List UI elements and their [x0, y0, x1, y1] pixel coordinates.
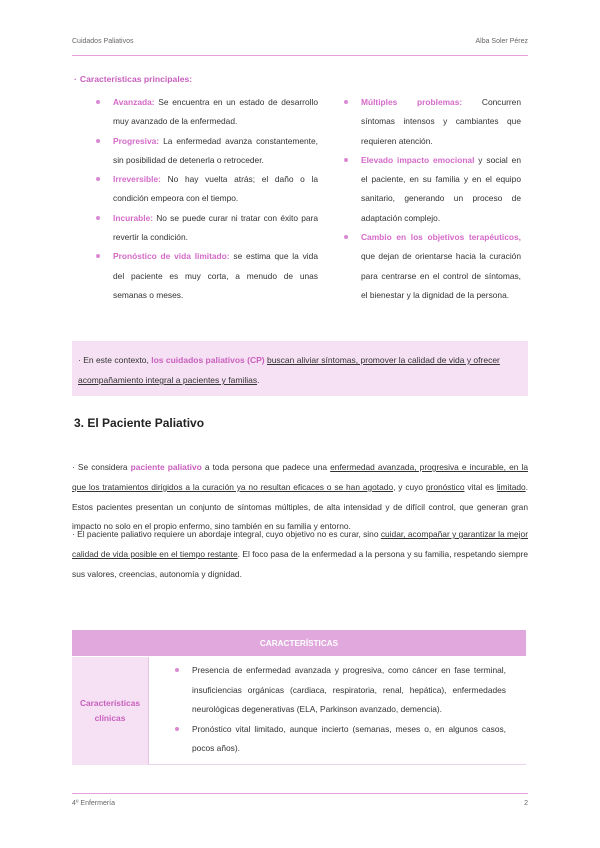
- text-run: a toda persona que padece una: [201, 462, 331, 472]
- text-run: . El foco pasa de la enfermedad a la persona y su familia, respetando siempre sus valores, creencias, autonomía y dignidad.: [72, 548, 528, 579]
- item-text: La enfermedad avanza constantemente, sin posibilidad de detenerla o retroceder.: [113, 135, 318, 165]
- table-header: CARACTERÍSTICAS: [72, 630, 526, 657]
- header-author: Alba Soler Pérez: [475, 38, 528, 45]
- bullet-icon: [96, 254, 100, 258]
- item-text: se estima que la vida del paciente es muy corta, a menudo de unas semanas o meses.: [113, 251, 318, 300]
- list-item: [344, 228, 521, 305]
- callout-text: [78, 350, 522, 390]
- bullet-icon: [344, 235, 348, 239]
- item-term: Irreversible:: [113, 174, 161, 185]
- section-bullet: ·: [74, 74, 77, 84]
- page-number: 2: [524, 800, 528, 807]
- callout-suffix: .: [257, 375, 260, 385]
- underlined-text: limitado: [496, 481, 526, 492]
- item-text: No se puede curar ni tratar con éxito para revertir la condición.: [113, 212, 318, 243]
- bullet-icon: [96, 216, 100, 220]
- bullet-icon: [344, 100, 348, 104]
- item-term: Avanzada:: [113, 97, 155, 107]
- highlight-term: paciente paliativo: [130, 462, 202, 472]
- section-title: [74, 74, 192, 84]
- bullet-icon: [175, 668, 179, 672]
- underlined-text: pronóstico: [425, 481, 465, 492]
- section-heading: 3. El Paciente Paliativo: [74, 416, 205, 430]
- list-item: [175, 661, 506, 720]
- list-item: [175, 720, 506, 759]
- text-run: · Se considera: [72, 462, 131, 472]
- footer-course-year: 4º Enfermería: [72, 800, 116, 807]
- header-divider: [72, 55, 528, 56]
- item-text: Se encuentra en un estado de desarrollo muy avanzado de la enfermedad.: [113, 97, 318, 127]
- table-item-text: Presencia de enfermedad avanzada y progresiva, como cáncer en fase terminal, insuficiencias orgánicas (cardiaca, respiratoria, renal, hepática), enfermedades neurológicas degenerativas (ELA, Parkinson avanzado, demencia).: [192, 665, 506, 714]
- bullet-icon: [96, 177, 100, 181]
- features-right-column: [344, 93, 521, 305]
- item-text: Concurren síntomas intensos y cambiantes que requieren atención.: [361, 97, 521, 146]
- table-row-content: [149, 657, 526, 765]
- bullet-icon: [175, 727, 179, 731]
- list-item: [96, 132, 318, 171]
- list-item: [96, 93, 318, 132]
- item-term: Cambio en los objetivos terapéuticos,: [361, 232, 521, 243]
- list-item: [344, 93, 521, 151]
- bullet-icon: [96, 139, 100, 143]
- text-run: . Estos pacientes presentan un conjunto de síntomas múltiples, de alta intensidad y de difícil control, que generan gran impacto no solo en el propio enfermo, sino también en su familia y entorno.: [72, 481, 528, 532]
- underlined-text: enfermedad avanzada, progresiva e incurable, en la que los tratamientos dirigidos a la curación ya no resultan eficaces o se han agotado: [72, 462, 529, 492]
- list-item: [96, 170, 318, 209]
- item-term: Progresiva:: [113, 135, 160, 146]
- callout-underlined: buscan aliviar síntomas, promover la calidad de vida y ofrecer acompañamiento integral a pacientes y familias: [78, 355, 500, 385]
- item-term: Pronóstico de vida limitado:: [113, 251, 230, 262]
- callout-term: los cuidados paliativos (CP): [151, 355, 265, 365]
- list-item: [96, 209, 318, 248]
- bullet-icon: [96, 100, 100, 104]
- item-text: que dejan de orientarse hacia la curación para centrarse en el control de síntomas, el bienestar y la dignidad de la persona.: [361, 251, 521, 300]
- section-title-text: Características principales:: [79, 74, 193, 84]
- item-term: Elevado impacto emocional: [361, 154, 475, 165]
- text-run: vital es: [464, 481, 497, 492]
- table-row-label: Características clínicas: [72, 657, 149, 765]
- header-course: Cuidados Paliativos: [72, 38, 134, 45]
- item-text: No hay vuelta atrás; el daño o la condición empeora con el tiempo.: [113, 174, 318, 204]
- text-run: · El paciente paliativo requiere un abordaje integral, cuyo objetivo no es curar, sino: [72, 529, 381, 539]
- item-term: Incurable:: [113, 212, 154, 223]
- features-left-column: [96, 93, 318, 305]
- list-item: [96, 247, 318, 305]
- callout-prefix: · En este contexto,: [78, 355, 152, 365]
- item-text: y social en el paciente, en su familia y en el equipo sanitario, generando un proceso de adaptación complejo.: [361, 154, 521, 223]
- list-item: [344, 151, 521, 228]
- underlined-text: cuidar, acompañar y garantizar la mejor calidad de vida posible en el tiempo restante: [72, 529, 528, 559]
- text-run: , y cuyo: [393, 481, 426, 492]
- footer-divider: [72, 793, 528, 794]
- page-header: [72, 38, 528, 50]
- paragraph-approach: [72, 525, 528, 584]
- table-item-text: Pronóstico vital limitado, aunque incierto (semanas, meses o, en algunos casos, pocos años).: [192, 723, 506, 753]
- item-term: Múltiples problemas:: [361, 97, 463, 107]
- bullet-icon: [344, 158, 348, 162]
